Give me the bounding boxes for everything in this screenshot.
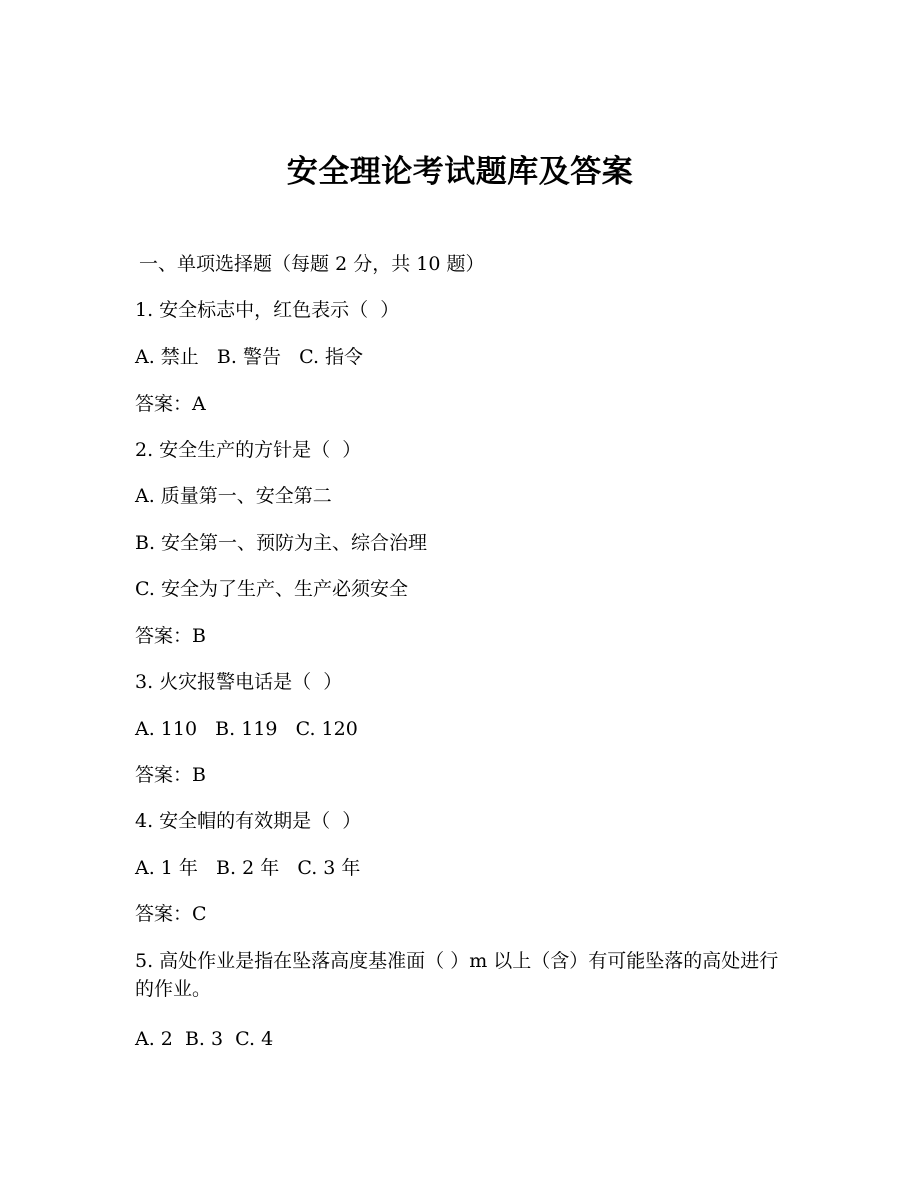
question-5-stem: 5. 高处作业是指在坠落高度基准面（ ）m 以上（含）有可能坠落的高处进行的作业。 xyxy=(135,950,779,1000)
question-1-options: A. 禁止 B. 警告 C. 指令 xyxy=(135,346,364,368)
question-2-stem: 2. 安全生产的方针是（ ） xyxy=(135,439,362,461)
question-1-stem: 1. 安全标志中，红色表示（ ） xyxy=(135,299,400,321)
question-3-options: A. 110 B. 119 C. 120 xyxy=(135,718,358,740)
question-2-answer: 答案：B xyxy=(135,625,206,647)
question-4-stem: 4. 安全帽的有效期是（ ） xyxy=(135,810,362,832)
question-2-option-a: A. 质量第一、安全第二 xyxy=(135,485,332,507)
question-2-option-b: B. 安全第一、预防为主、综合治理 xyxy=(135,532,428,554)
question-1-answer: 答案：A xyxy=(135,393,206,415)
question-5-options: A. 2 B. 3 C. 4 xyxy=(135,1028,274,1050)
section-heading: 一、单项选择题（每题 2 分，共 10 题） xyxy=(133,253,485,275)
page-title: 安全理论考试题库及答案 xyxy=(286,154,634,190)
question-4-answer: 答案：C xyxy=(135,903,207,925)
question-4-options: A. 1 年 B. 2 年 C. 3 年 xyxy=(135,857,361,879)
question-3-answer: 答案：B xyxy=(135,764,206,786)
question-2-option-c: C. 安全为了生产、生产必须安全 xyxy=(135,578,408,600)
question-3-stem: 3. 火灾报警电话是（ ） xyxy=(135,671,343,693)
